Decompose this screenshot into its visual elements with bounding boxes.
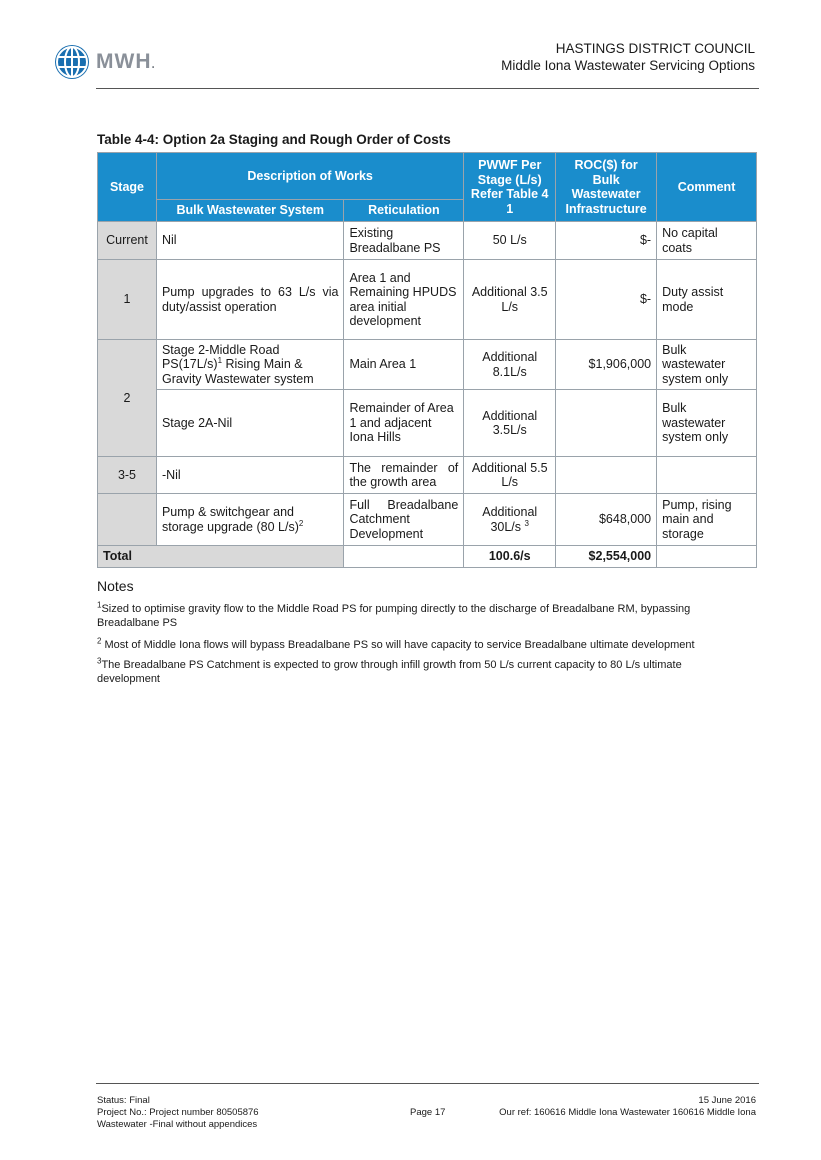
roc-cell: $648,000 [556, 494, 657, 546]
footer-right [499, 1095, 756, 1119]
note-3: $^3$The Breadalbane PS Catchment is expected to grow through infill growth from 50 L/s current capacity to 80 L/s ultimate development [97, 656, 682, 685]
reticulation-cell: Remainder of Area 1 and adjacent Iona Hills [344, 390, 464, 457]
table-row [98, 390, 757, 457]
stage-cell: 1 [98, 260, 157, 340]
reticulation-cell: Full Breadalbane Catchment Development [344, 494, 464, 546]
comment-cell [657, 457, 757, 494]
header-pwwf: PWWF Per Stage (L/s) Refer Table 4 1 [464, 153, 556, 222]
stage-cell: 2 [98, 340, 157, 457]
table-row [98, 340, 757, 390]
header-divider [96, 88, 759, 89]
bulk-cell: Stage 2A-Nil [156, 390, 343, 457]
total-row [98, 546, 757, 568]
table-row [98, 260, 757, 340]
bulk-cell: Stage 2-Middle Road $PS(17L/s)^1$ Rising Main & Gravity Wastewater system [156, 340, 343, 390]
header-description: Description of Works [156, 153, 463, 200]
pwwf-cell: Additional 5.5 L/s [464, 457, 556, 494]
table-title: Table 4-4: Option 2a Staging and Rough Order of Costs [97, 132, 451, 147]
header-row [98, 153, 757, 200]
bulk-cell: -Nil [156, 457, 343, 494]
footer-divider [96, 1083, 759, 1084]
table-row [98, 222, 757, 260]
roc-cell: $- [556, 260, 657, 340]
header-bulk-system: Bulk Wastewater System [156, 200, 343, 222]
reticulation-cell: Existing Breadalbane PS [344, 222, 464, 260]
comment-cell: Pump, rising main and storage [657, 494, 757, 546]
footer-document: Wastewater -Final without appendices [97, 1119, 258, 1130]
stage-cell: Current [98, 222, 157, 260]
header-reticulation: Reticulation [344, 200, 464, 222]
total-pwwf: 100.6/s [464, 546, 556, 568]
pwwf-cell: Additional 3.5 L/s [464, 260, 556, 340]
roc-cell [556, 457, 657, 494]
note-1: $^1$Sized to optimise gravity flow to the Middle Road PS for pumping directly to the discharge of Breadalbane RM, bypassing Breadalbane PS [97, 600, 691, 629]
project-name: Middle Iona Wastewater Servicing Options [501, 58, 755, 73]
notes-heading: Notes [97, 578, 134, 594]
reticulation-cell: Area 1 and Remaining HPUDS area initial development [344, 260, 464, 340]
roc-cell: $- [556, 222, 657, 260]
logo-wordmark: MWH. [96, 50, 156, 73]
footer-status: Status: Final [97, 1095, 150, 1106]
header-stage: Stage [98, 153, 157, 222]
page-number: Page 17 [410, 1107, 446, 1118]
note-2: $^2$ Most of Middle Iona flows will bypass Breadalbane PS so will have capacity to service Breadalbane ultimate development [97, 636, 695, 651]
header-roc: ROC($) for Bulk Wastewater Infrastructure [556, 153, 657, 222]
bulk-cell: Pump & switchgear and storage upgrade (80 L/s)$^2$ [156, 494, 343, 546]
table-row [98, 494, 757, 546]
comment-cell: No capital coats [657, 222, 757, 260]
total-comment-cell [657, 546, 757, 568]
pwwf-cell: Additional 3.5L/s [464, 390, 556, 457]
footer-reference: Our ref: 160616 Middle Iona Wastewater 160616 Middle Iona [499, 1107, 756, 1118]
comment-cell: Bulk wastewater system only [657, 340, 757, 390]
table-row [98, 457, 757, 494]
bulk-cell: Pump upgrades to 63 L/s via duty/assist operation [156, 260, 343, 340]
roc-cell [556, 390, 657, 457]
globe-logo-icon [54, 44, 90, 80]
total-reticulation-cell [344, 546, 464, 568]
pwwf-cell: Additional 30L/s $^3$ [464, 494, 556, 546]
footer-project-no: Project No.: Project number 80505876 [97, 1107, 259, 1118]
roc-cell: $1,906,000 [556, 340, 657, 390]
reticulation-cell: The remainder of the growth area [344, 457, 464, 494]
footer-left [97, 1095, 259, 1131]
staging-costs-table [97, 152, 757, 568]
client-name: HASTINGS DISTRICT COUNCIL [555, 41, 755, 56]
reticulation-cell: Main Area 1 [344, 340, 464, 390]
stage-cell: 3-5 [98, 457, 157, 494]
document-header [501, 40, 755, 74]
stage-cell [98, 494, 157, 546]
bulk-cell: Nil [156, 222, 343, 260]
total-roc: $2,554,000 [556, 546, 657, 568]
pwwf-cell: Additional 8.1L/s [464, 340, 556, 390]
company-logo [54, 44, 156, 80]
pwwf-cell: 50 L/s [464, 222, 556, 260]
comment-cell: Bulk wastewater system only [657, 390, 757, 457]
header-comment: Comment [657, 153, 757, 222]
comment-cell: Duty assist mode [657, 260, 757, 340]
footer-date: 15 June 2016 [698, 1095, 756, 1106]
total-label: Total [98, 546, 344, 568]
